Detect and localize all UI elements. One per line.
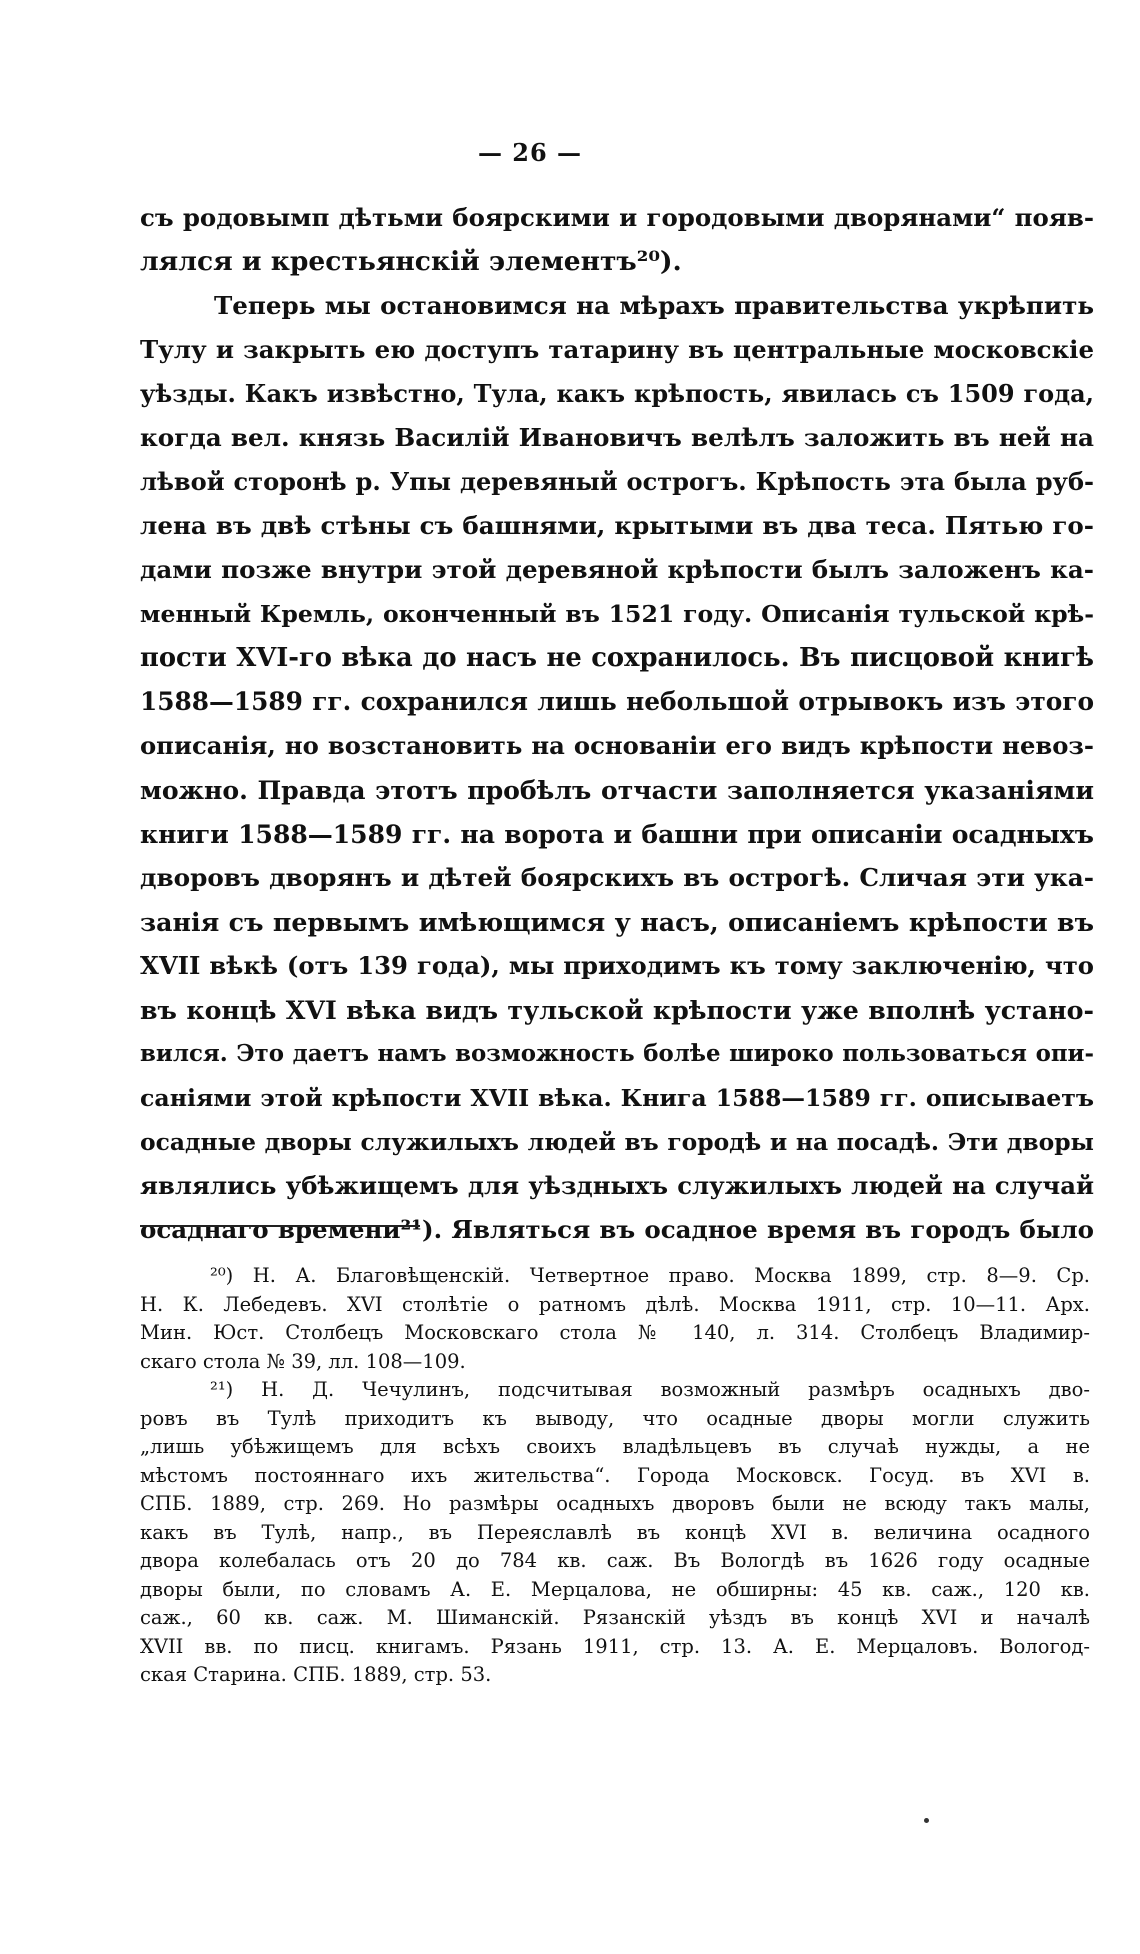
text-line: съ родовымп дѣтьми боярскими и городовыми дворянами“ появ- [140,203,1094,232]
footnote-line: мѣстомъ постояннаго ихъ жительства“. Города Московск. Госуд. въ XVI в. [140,1463,1090,1487]
footnote-line: ская Старина. СПБ. 1889, стр. 53. [140,1663,492,1686]
footnote-line: Н. К. Лебедевъ. XVI столѣтіе о ратномъ дѣлѣ. Москва 1911, стр. 10—11. Арх. [140,1292,1090,1316]
text-line: вился. Это даетъ намъ возможность болѣе широко пользоваться опи- [140,1041,1094,1067]
text-line: описанія, но возстановить на основаніи его видъ крѣпости невоз- [140,731,1094,760]
text-line: являлись убѣжищемъ для уѣздныхъ служилыхъ людей на случай [140,1171,1094,1200]
footnote-line: СПБ. 1889, стр. 269. Но размѣры осадныхъ дворовъ были не всюду такъ малы, [140,1492,1090,1515]
text-line: менный Кремль, оконченный въ 1521 году. Описанія тульской крѣ- [140,600,1094,628]
footnote-divider [140,1225,420,1227]
text-line: осаднаго времени²¹). Являться въ осадное время въ городъ было [140,1215,1094,1244]
text-line: Теперь мы остановимся на мѣрахъ правительства укрѣпить [214,291,1094,320]
text-line: когда вел. князь Василій Ивановичъ велѣлъ заложить въ ней на [140,423,1094,452]
footnote-line: XVII вв. по писц. книгамъ. Рязань 1911, стр. 13. А. Е. Мерцаловъ. Вологод- [140,1634,1090,1658]
main-text-block [140,196,1094,1252]
footnote-line: ровъ въ Тулѣ приходитъ къ выводу, что осадные дворы могли служить [140,1406,1090,1430]
footnote-line: Мин. Юст. Столбецъ Московскаго стола № 140, л. 314. Столбецъ Владимир- [140,1321,1090,1344]
text-line: 1588—1589 гг. сохранился лишь небольшой отрывокъ изъ этого [140,687,1094,716]
text-line: въ концѣ XVI вѣка видъ тульской крѣпости уже вполнѣ устано- [140,995,1094,1025]
page-number: — 26 — [477,138,583,167]
text-line: пости XVI-го вѣка до насъ не сохранилось. Въ писцовой книгѣ [140,643,1094,673]
footnote-line: двора колебалась отъ 20 до 784 кв. саж. Въ Вологдѣ въ 1626 году осадные [140,1549,1090,1572]
text-line: XVII вѣкѣ (отъ 139 года), мы приходимъ къ тому заключенію, что [140,951,1094,980]
footnote-line: ²⁰) Н. А. Благовѣщенскій. Четвертное право. Москва 1899, стр. 8—9. Ср. [210,1264,1090,1287]
text-line: лена въ двѣ стѣны съ башнями, крытыми въ два теса. Пятью го- [140,511,1094,540]
text-line: уѣзды. Какъ извѣстно, Тула, какъ крѣпость, явилась съ 1509 года, [140,379,1094,408]
text-line: дворовъ дворянъ и дѣтей боярскихъ въ острогѣ. Сличая эти ука- [140,863,1094,892]
footnote-line: дворы были, по словамъ А. Е. Мерцалова, не обширны: 45 кв. саж., 120 кв. [140,1577,1090,1601]
text-line: дами позже внутри этой деревяной крѣпости былъ заложенъ ка- [140,555,1094,584]
text-line: саніями этой крѣпости XVII вѣка. Книга 1588—1589 гг. описываетъ [140,1084,1094,1112]
text-line: Тулу и закрыть ею доступъ татарину въ центральные московскіе [140,335,1094,364]
text-line: лялся и крестьянскій элементъ²⁰). [140,246,682,277]
text-line: книги 1588—1589 гг. на ворота и башни при описаніи осадныхъ [140,819,1094,849]
footnote-line: ²¹) Н. Д. Чечулинъ, подсчитывая возможный размѣръ осадныхъ дво- [210,1378,1090,1401]
text-line: можно. Правда этотъ пробѣлъ отчасти заполняется указаніями [140,775,1094,805]
footnote-line: какъ въ Тулѣ, напр., въ Переяславлѣ въ концѣ XVI в. величина осадного [140,1520,1090,1544]
footnote-line: „лишь убѣжищемъ для всѣхъ своихъ владѣльцевъ въ случаѣ нужды, а не [140,1435,1090,1458]
footnotes-block [140,1262,1090,1690]
print-speck [924,1818,929,1823]
footnote-line: скаго стола № 39, лл. 108—109. [140,1349,466,1373]
footnote-line: саж., 60 кв. саж. М. Шиманскій. Рязанскій уѣздъ въ концѣ XVI и началѣ [140,1606,1090,1629]
text-line: занія съ первымъ имѣющимся у насъ, описаніемъ крѣпости въ [140,907,1094,937]
text-line: осадные дворы служилыхъ людей въ городѣ и на посадѣ. Эти дворы [140,1128,1094,1156]
text-line: лѣвой сторонѣ р. Упы деревяный острогъ. Крѣпость эта была руб- [140,467,1094,496]
